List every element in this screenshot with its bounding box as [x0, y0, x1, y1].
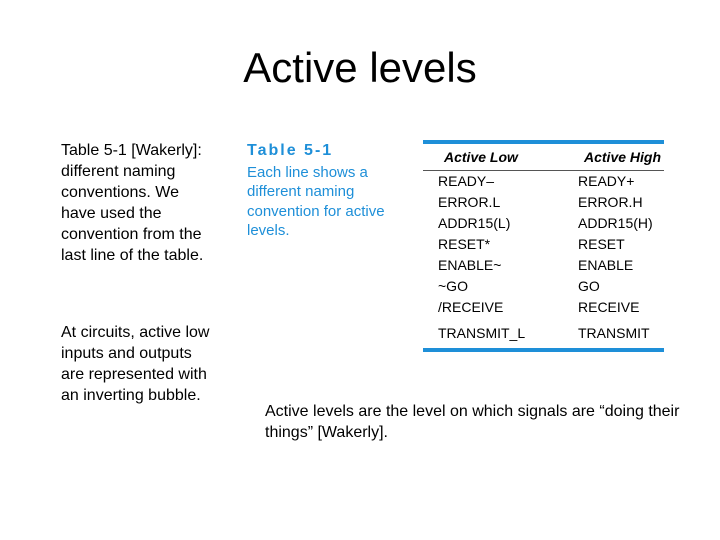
active-levels-table: [423, 140, 664, 352]
cell-active-low: TRANSMIT_L: [423, 318, 564, 350]
slide-title: Active levels: [243, 44, 477, 91]
cell-active-low: /RECEIVE: [438, 299, 504, 315]
cell-active-high: TRANSMIT: [564, 318, 664, 350]
table-row: [423, 192, 664, 213]
cell-active-low: ADDR15(L): [438, 215, 511, 231]
table-row: [423, 171, 664, 193]
active-levels-definition: Active levels are the level on which signals are “doing their things” [Wakerly].: [265, 403, 680, 441]
cell-active-high: ERROR.H: [578, 194, 643, 210]
table-row: [423, 297, 664, 318]
cell-active-high: RESET: [578, 236, 625, 252]
table-caption: [247, 141, 412, 241]
left-paragraph-table-reference: Table 5-1 [Wakerly]: different naming conventions. We have used the convention from the last line of the table.: [61, 142, 204, 264]
table-caption-heading: Table 5-1: [247, 142, 334, 159]
left-paragraph-inverting-bubble: At circuits, active low inputs and outputs are represented with an inverting bubble.: [61, 324, 210, 404]
cell-active-high: RECEIVE: [578, 299, 640, 315]
cell-active-low: READY–: [438, 173, 495, 189]
table-row: [423, 234, 664, 255]
table-row: [423, 213, 664, 234]
cell-active-high: ENABLE: [578, 257, 634, 273]
cell-active-low: ENABLE~: [438, 257, 502, 273]
table-row: [423, 318, 664, 350]
column-header-active-low: Active Low: [423, 142, 564, 171]
table-row: [423, 255, 664, 276]
cell-active-low: RESET*: [438, 236, 491, 252]
table-caption-text: Each line shows a different naming convention for active levels.: [247, 163, 385, 239]
cell-active-high: ADDR15(H): [578, 215, 653, 231]
cell-active-high: GO: [578, 278, 600, 294]
cell-active-high: READY+: [578, 173, 635, 189]
cell-active-low: ERROR.L: [438, 194, 501, 210]
column-header-active-high: Active High: [564, 142, 664, 171]
table-header-row: [423, 142, 664, 171]
table-row: [423, 276, 664, 297]
cell-active-low: ~GO: [438, 278, 468, 294]
